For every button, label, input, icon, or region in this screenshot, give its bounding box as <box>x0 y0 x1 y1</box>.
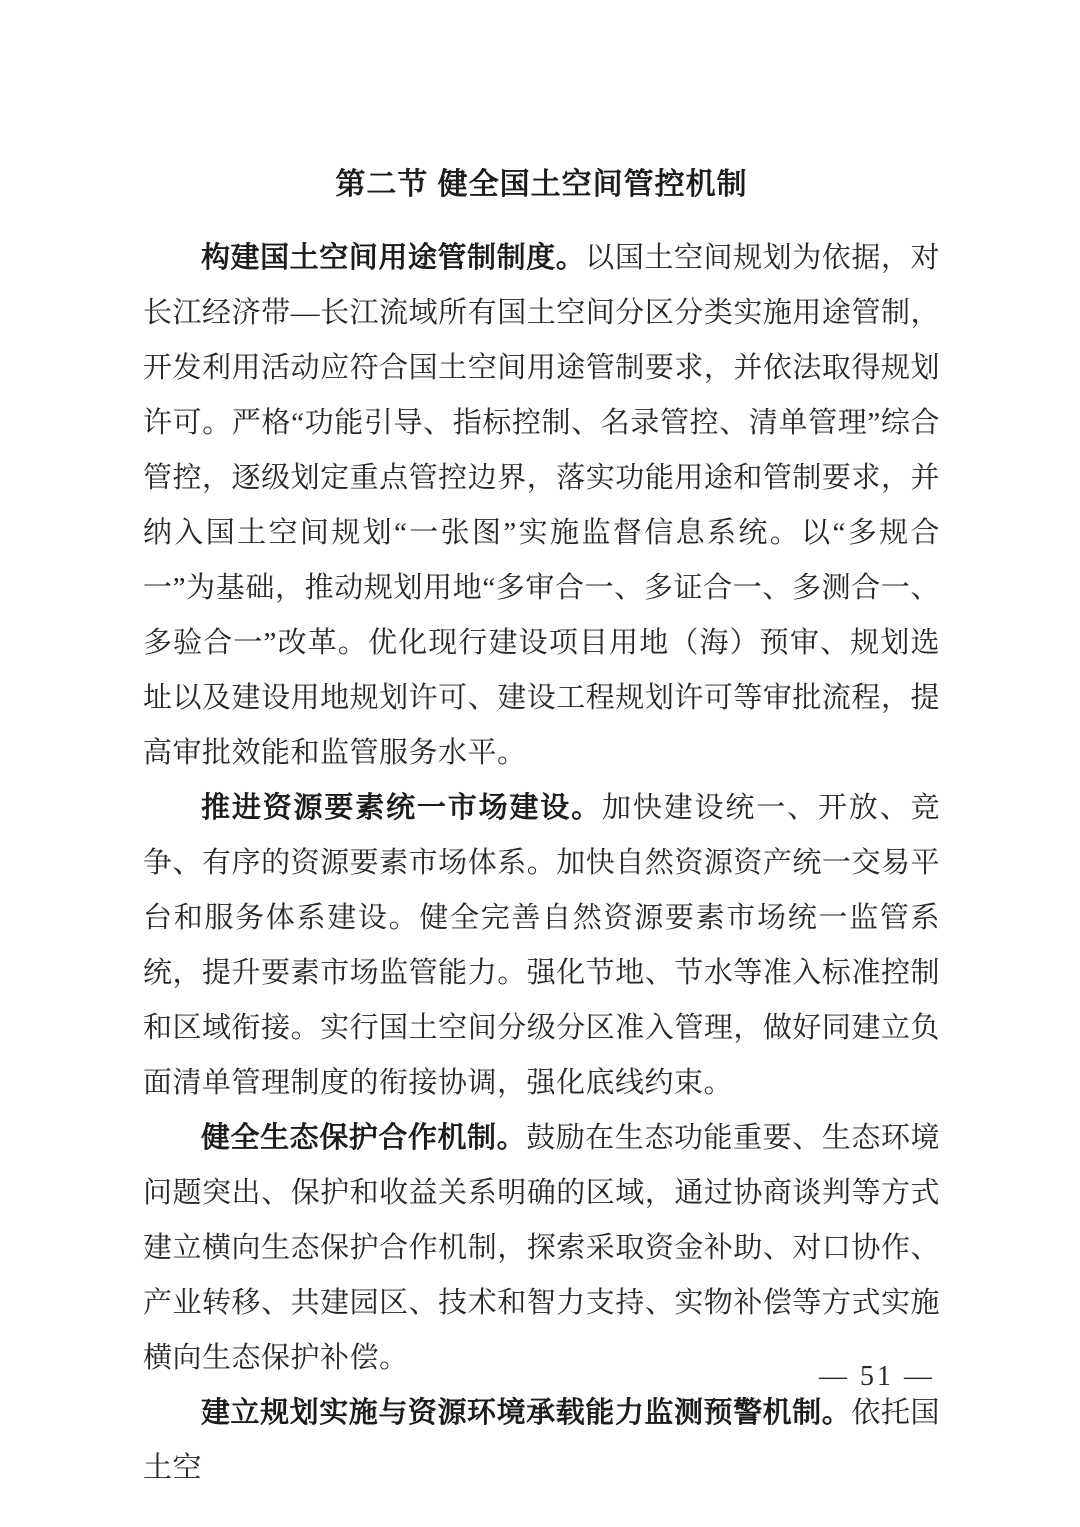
paragraph-4-lead: 建立规划实施与资源环境承载能力监测预警机制。 <box>201 1397 852 1429</box>
paragraph-1 <box>143 231 940 781</box>
paragraph-3-text: 鼓励在生态功能重要、生态环境问题突出、保护和收益关系明确的区域，通过协商谈判等方式建立横向生态保护合作机制，探索采取资金补助、对口协作、产业转移、共建园区、技术和智力支持、实物补偿等方式实施横向生态保护补偿。 <box>143 1122 940 1374</box>
paragraph-1-lead: 构建国土空间用途管制制度。 <box>201 242 586 274</box>
paragraph-3-lead: 健全生态保护合作机制。 <box>201 1122 527 1154</box>
document-content <box>143 163 940 1496</box>
paragraph-2 <box>143 781 940 1111</box>
section-title: 第二节 健全国土空间管控机制 <box>335 168 748 201</box>
paragraph-3 <box>143 1111 940 1386</box>
paragraph-2-lead: 推进资源要素统一市场建设。 <box>201 792 603 824</box>
paragraph-4-text: 依托国土空 <box>143 1397 940 1484</box>
page-number: — 51 — <box>819 1361 935 1392</box>
paragraph-2-text: 加快建设统一、开放、竞争、有序的资源要素市场体系。加快自然资源资产统一交易平台和服务体系建设。健全完善自然资源要素市场统一监管系统，提升要素市场监管能力。强化节地、节水等准入标准控制和区域衔接。实行国土空间分级分区准入管理，做好同建立负面清单管理制度的衔接协调，强化底线约束。 <box>143 792 940 1099</box>
paragraph-4 <box>143 1386 940 1496</box>
paragraph-1-text: 以国土空间规划为依据，对长江经济带—长江流域所有国土空间分区分类实施用途管制，开发利用活动应符合国土空间用途管制要求，并依法取得规划许可。严格“功能引导、指标控制、名录管控、清单管理”综合管控，逐级划定重点管控边界，落实功能用途和管制要求，并纳入国土空间规划“一张图”实施监督信息系统。以“多规合一”为基础，推动规划用地“多审合一、多证合一、多测合一、多验合一”改革。优化现行建设项目用地（海）预审、规划选址以及建设用地规划许可、建设工程规划许可等审批流程，提高审批效能和监管服务水平。 <box>143 242 940 769</box>
